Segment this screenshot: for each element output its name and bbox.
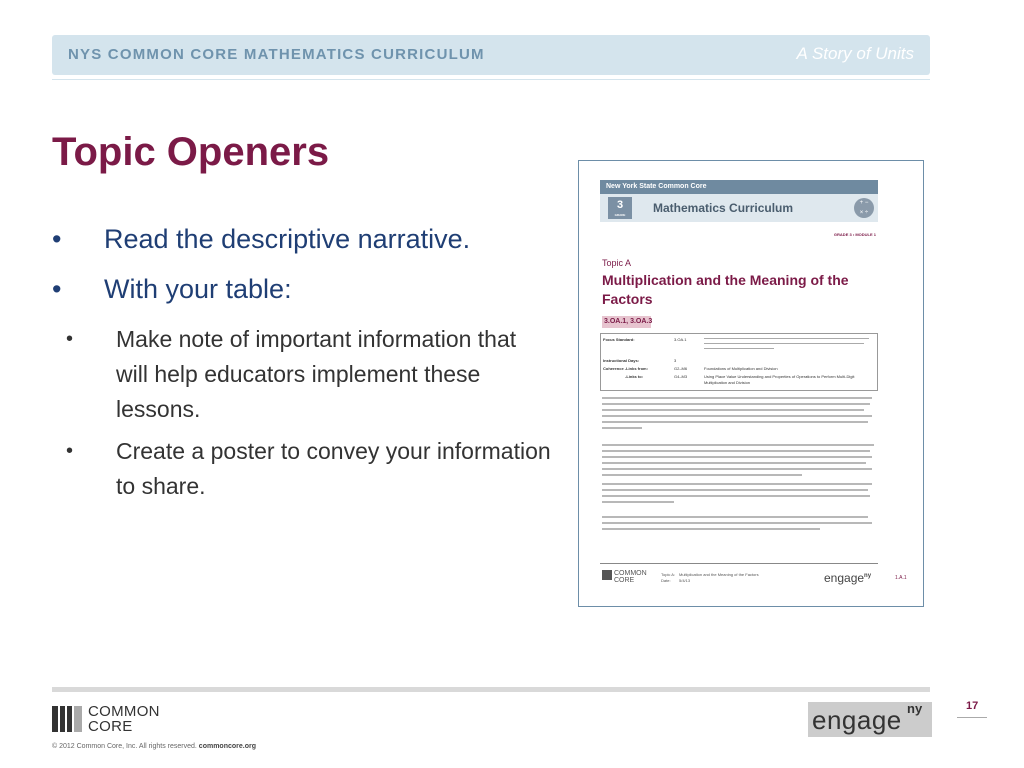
bullet-dot: •: [66, 440, 74, 462]
page-number: 17: [966, 700, 979, 712]
logo-line1: COMMON: [88, 703, 160, 720]
grade-logo: [608, 197, 632, 219]
doc-grade-number: 3: [616, 199, 624, 211]
links-to: G4–M3: [674, 374, 688, 379]
engage-ny: ny: [907, 701, 923, 716]
doc-footer-values: [679, 572, 759, 584]
copyright-text: © 2012 Common Core, Inc. All rights reserved.: [52, 743, 197, 750]
doc-footer-meta: [661, 572, 675, 584]
doc-standards: 3.OA.1, 3.OA.3: [602, 316, 651, 328]
doc-topic-title: Multiplication and the Meaning of the Factors: [602, 272, 849, 307]
links-to-label: -Links to:: [625, 374, 643, 379]
bullet-item: [52, 272, 552, 306]
links-from: G2–M6: [674, 366, 688, 371]
bullet-dot: •: [66, 328, 74, 350]
doc-footer-core: CORE: [614, 577, 635, 584]
slide-title: Topic Openers: [52, 130, 330, 174]
header-banner: [52, 35, 930, 75]
instructional-days-label: Instructional Days:: [603, 358, 640, 363]
links-from-desc: Foundations of Multiplication and Division: [704, 366, 778, 371]
bullet-list: [52, 222, 552, 511]
links-to-desc: Using Place Value Understanding and Properties of Operations to Perform Multi-Digit Multiplication and Division: [704, 374, 855, 385]
footer-rule: [52, 687, 930, 692]
doc-state-bar: New York State Common Core: [600, 180, 878, 194]
doc-topic-label: Topic A: [602, 258, 632, 268]
doc-narrative-paragraph: [602, 397, 878, 433]
copyright-site: commoncore.org: [198, 743, 256, 750]
sub-bullet-text: Create a poster to convey your information to share.: [116, 438, 551, 499]
doc-standards-table: [600, 333, 878, 391]
doc-footer-engage: [824, 571, 871, 585]
page-number-underline: [957, 717, 987, 718]
bullet-dot: •: [52, 274, 62, 304]
doc-footer-topic: Multiplication and the Meaning of the Factors: [679, 572, 759, 577]
focus-standard-code: 3.OA.1: [674, 337, 687, 342]
doc-curriculum-title: Mathematics Curriculum: [653, 201, 794, 215]
sub-bullet-item: [52, 434, 552, 504]
doc-footer-rule: [600, 563, 878, 564]
doc-engage-ny: ny: [864, 573, 872, 579]
topic-opener-document: [578, 160, 924, 607]
copyright: [52, 743, 256, 750]
doc-footer-common: COMMON: [614, 570, 647, 577]
sub-bullet-text: Make note of important information that will help educators implement these lessons.: [116, 326, 517, 422]
common-core-bars-icon: [52, 706, 82, 732]
doc-narrative-paragraph: [602, 483, 878, 507]
engage-ny-logo: [808, 702, 932, 737]
doc-footer-date-label: Date:: [661, 578, 671, 583]
operations-icon: + − × ÷: [854, 198, 874, 218]
doc-narrative-paragraph: [602, 516, 878, 534]
common-core-wordmark: [88, 704, 160, 734]
doc-narrative-paragraph: [602, 444, 878, 480]
doc-footer-logo: [602, 570, 647, 584]
bullet-text: Read the descriptive narrative.: [104, 224, 471, 254]
doc-grade-module: GRADE 3 • MODULE 1: [833, 232, 876, 237]
doc-footer-date: 5/4/13: [679, 578, 691, 583]
bullet-item: [52, 222, 552, 256]
header-divider: [52, 79, 930, 80]
doc-title-bar: [600, 194, 878, 222]
coherence-label: Coherence -Links from:: [603, 366, 648, 371]
logo-line2: CORE: [88, 718, 133, 735]
doc-engage-word: engage: [824, 571, 865, 585]
focus-standard-label: Focus Standard:: [603, 337, 635, 342]
instructional-days: 3: [674, 358, 677, 363]
bullet-text: With your table:: [104, 274, 292, 304]
sub-bullet-item: [52, 322, 552, 427]
series-title: A Story of Units: [796, 44, 914, 63]
doc-grade-word: GRADE: [614, 213, 626, 217]
bullet-dot: •: [52, 224, 62, 254]
doc-footer-page: 1.A.1: [895, 575, 907, 581]
curriculum-title: NYS COMMON CORE MATHEMATICS CURRICULUM: [68, 46, 485, 63]
doc-footer-topic-label: Topic A:: [661, 572, 676, 577]
engage-word: engage: [812, 705, 902, 735]
